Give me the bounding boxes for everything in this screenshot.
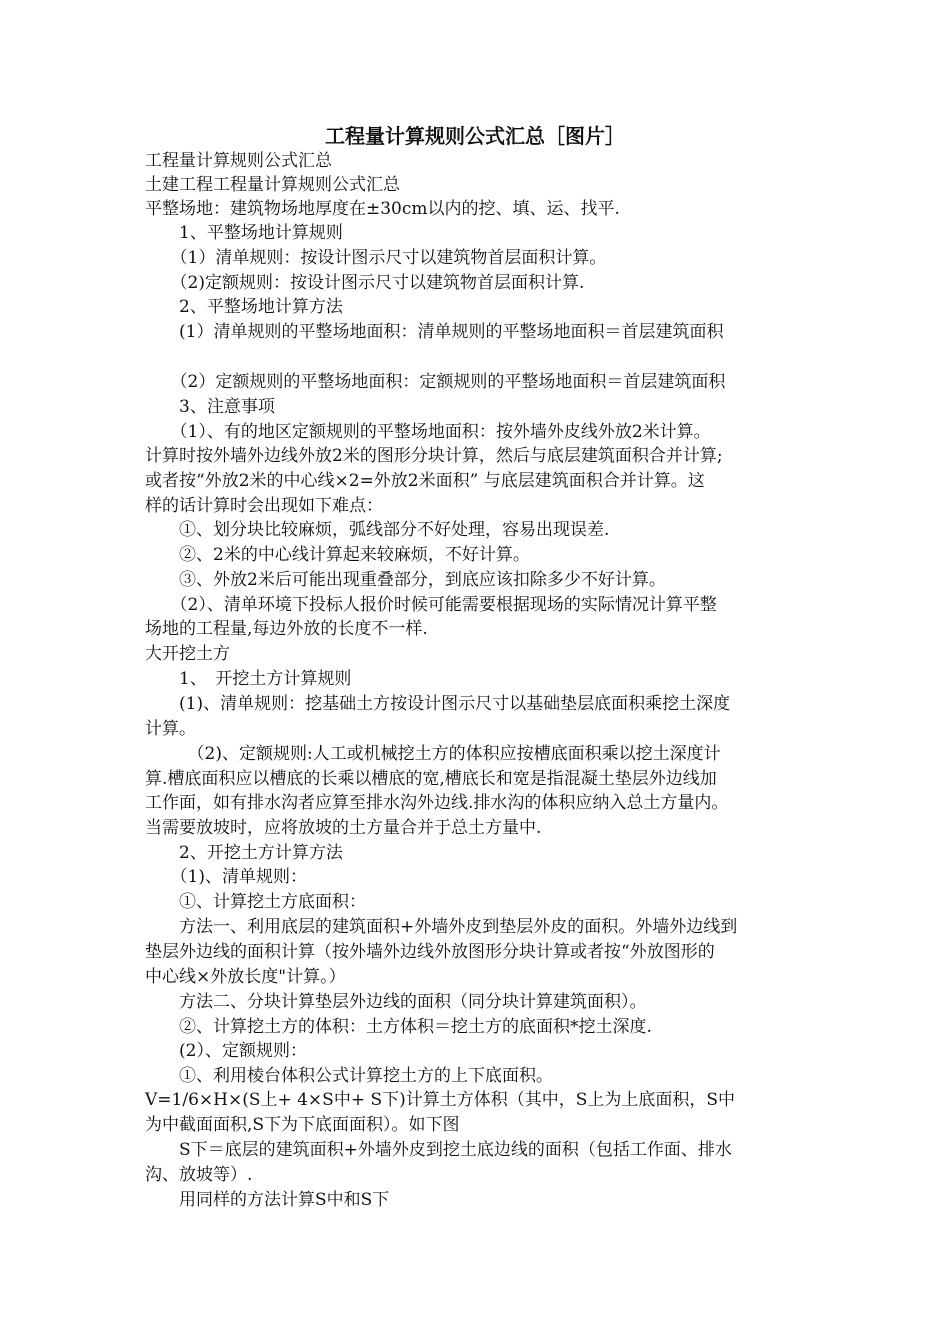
- body-line: 计算。: [145, 719, 196, 739]
- body-line: S下＝底层的建筑面积+外墙外皮到挖土底边线的面积（包括工作面、排水: [145, 1140, 732, 1160]
- body-line: 为中截面面积,S下为下底面面积）。如下图: [145, 1115, 460, 1135]
- body-line: (1）清单规则的平整场地面积：清单规则的平整场地面积＝首层建筑面积: [145, 322, 724, 342]
- body-line: 样的话计算时会出现如下难点：: [145, 496, 383, 516]
- body-line: 工程量计算规则公式汇总: [145, 151, 332, 171]
- body-line: 中心线×外放长度"计算。）: [145, 967, 346, 987]
- body-line: ①、计算挖土方底面积：: [145, 892, 366, 912]
- body-line: 场地的工程量,每边外放的长度不一样.: [145, 619, 428, 639]
- body-line: 用同样的方法计算S中和S下: [145, 1190, 390, 1210]
- body-line: ③、外放2米后可能出现重叠部分，到底应该扣除多少不好计算。: [145, 570, 666, 590]
- body-line: （1）、有的地区定额规则的平整场地面积：按外墙外皮线外放2米计算。: [145, 422, 711, 442]
- body-line: 3、注意事项: [145, 397, 275, 417]
- body-line: V=1/6×H×(S上+ 4×S中+ S下)计算土方体积（其中，S上为上底面积，S中: [145, 1090, 736, 1110]
- body-line: 1、 开挖土方计算规则: [145, 669, 352, 689]
- body-line: ①、利用棱台体积公式计算挖土方的上下底面积。: [145, 1066, 553, 1086]
- body-line: 沟、放坡等）.: [145, 1165, 253, 1185]
- body-line: （2)、定额规则:人工或机械挖土方的体积应按槽底面积乘以挖土深度计: [145, 744, 721, 764]
- body-line: （2）、清单环境下投标人报价时候可能需要根据现场的实际情况计算平整: [145, 595, 717, 615]
- body-line: 土建工程工程量计算规则公式汇总: [145, 175, 400, 195]
- body-line: 计算时按外墙外边线外放2米的图形分块计算，然后与底层建筑面积合并计算;: [145, 446, 723, 466]
- body-line: 2、平整场地计算方法: [145, 297, 343, 317]
- body-line: 方法二、分块计算垫层外边线的面积（同分块计算建筑面积）。: [145, 992, 647, 1012]
- body-line: 垫层外边线的面积计算（按外墙外边线外放图形分块计算或者按“外放图形的: [145, 942, 715, 962]
- body-line: 大开挖土方: [145, 644, 230, 664]
- body-line: （2)定额规则：按设计图示尺寸以建筑物首层面积计算.: [145, 273, 585, 293]
- body-line: （1)、清单规则：: [145, 867, 307, 887]
- body-line: 平整场地：建筑物场地厚度在±30cm以内的挖、填、运、找平.: [145, 199, 620, 219]
- body-line: 方法一、利用底层的建筑面积+外墙外皮到垫层外皮的面积。外墙外边线到: [145, 917, 738, 937]
- body-line: ①、划分块比较麻烦，弧线部分不好处理，容易出现误差.: [145, 520, 610, 540]
- body-line: （2）定额规则的平整场地面积：定额规则的平整场地面积＝首层建筑面积: [145, 372, 726, 392]
- body-line: 2、开挖土方计算方法: [145, 843, 343, 863]
- body-line: 或者按“外放2米的中心线×2=外放2米面积” 与底层建筑面积合并计算。这: [145, 471, 705, 491]
- body-line: 算.槽底面积应以槽底的长乘以槽底的宽,槽底长和宽是指混凝土垫层外边线加: [145, 769, 717, 789]
- body-line: (2）、定额规则：: [145, 1041, 307, 1061]
- document-title: 工程量计算规则公式汇总［图片］: [325, 124, 625, 148]
- body-line: 工作面，如有排水沟者应算至排水沟外边线.排水沟的体积应纳入总土方量内。: [145, 793, 729, 813]
- body-line: （1）清单规则：按设计图示尺寸以建筑物首层面积计算。: [145, 248, 607, 268]
- body-line: ②、2米的中心线计算起来较麻烦，不好计算。: [145, 545, 530, 565]
- body-line: (1)、清单规则：挖基础土方按设计图示尺寸以基础垫层底面积乘挖土深度: [145, 694, 731, 714]
- body-line: 当需要放坡时，应将放坡的土方量合并于总土方量中.: [145, 818, 542, 838]
- body-line: 1、平整场地计算规则: [145, 223, 343, 243]
- body-line: ②、计算挖土方的体积：土方体积＝挖土方的底面积*挖土深度.: [145, 1017, 652, 1037]
